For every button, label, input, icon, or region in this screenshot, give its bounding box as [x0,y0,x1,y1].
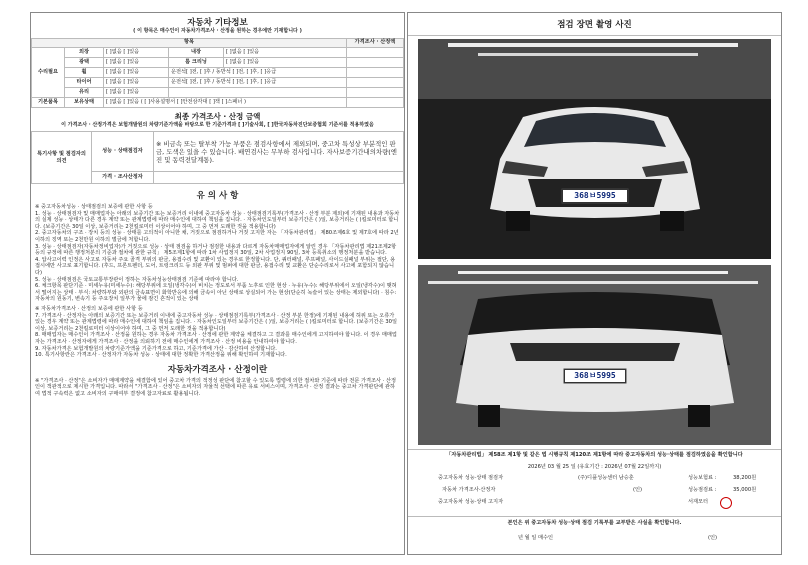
group-repair-label: 수리필요 [32,47,65,97]
repair-table [31,38,404,108]
record-right-panel [407,12,782,555]
notice-title: 유 의 사 항 [196,191,239,202]
notice-item: 4. 압사고이력 인정은 사고로 자동차 주요 골격 부위의 판금, 용접수리 및 교환이 있는 경우로 한정합니다. 단, 쿼터패널, 루프패널, 사이드실패널 부위는 절단, 용접시에만 사고로 표기합니다. (후드, 프론트펜더, 도어, 트렁크리드 등 외판 부위 및 범퍼에 대한 판금, 용접수리 및 교환은 단순수리로서 사고에 포함되지 않습니다) [35,256,396,277]
photo-section-title: 점검 장면 촬영 사진 [557,20,632,30]
notice-item: 6. 체크항목 판단기준 · 미세누유(미세누수): 해당부위에 오일(냉각수)이 비치는 정도로서 부품 노후로 인한 현상 · 누유(누수): 해당부위에서 오일(냉각수)이 맺혀서 떨어지는 상태 · 부식: 차량하부와 외판의 금속표면이 화학반응에 의해 금속이 아닌 상태로 상실되어 가는 현상(단순히 녹슬어 있는 상태는 제외합니다) · 침수: 자동차의 원동기, 변속기 등 주요장치 일부가 물에 잠긴 흔적이 있는 상태 [35,283,397,303]
signer-name: 서재모터 [688,499,709,505]
fee-value: 38,200원 [733,475,757,481]
inspection-photo-rear [418,265,771,445]
price-cell [347,87,404,97]
row-value: 운전석[ ]전, [ ]후 / 동반석 [ ]전, [ ]후, [ ]응급 [169,77,347,87]
confirmation-statement: 「자동차관리법」 제58조 제1항 및 같은 법 시행규칙 제120조 제1항에 따라 중고자동차의 성능·상태를 점검하였음을 확인합니다 [446,452,743,458]
row-label: 내장 [169,47,224,57]
notice-item: 10. 특기사항란은 가격조사 · 산정자가 자동차 성능 · 상태에 대한 정확한 가격산정을 위해 확인하여 기재합니다. [35,352,287,359]
price-title: 최종 가격조사 · 산정 금액 [174,111,261,121]
inspection-date: 2026년 03 월 25 일 (유효기간 : 2026년 07월 22일까지) [527,464,662,470]
price-note: 이 가격조사 · 산정가격은 보험개발원의 차량기준가액을 바탕으로 한 기준가격과 [ ]기술사회, [ ]한국자동차진단보증협회 기준서를 적용하였음 [61,121,374,128]
divider [408,516,781,517]
divider [408,35,781,36]
signer-role: 중고자동차 성능·상태 점검자 [438,475,504,481]
price-cell [347,67,404,77]
notice-subtitle: ※ 자동차가격조사 · 산정의 보증에 관한 사항 등 [35,306,143,312]
signature-block [428,475,771,511]
other-info-subtitle: ( 이 항목은 매수인이 자동차가격조사 · 산정을 원하는 경우에만 기재합니다 ) [133,28,302,34]
basic-label: 기본품목 [32,97,65,107]
notice-subtitle: ※ 중고자동차성능 · 상태점검의 보증에 관한 사항 등 [35,204,153,211]
basic-value: [ ]없음 [ ]있음 ( [ ]사용설명서 [ ]안전삼각대 [ ]잭 [ ]스패너 ) [104,97,347,107]
row-value: [ ]없음 [ ]있음 [104,57,169,67]
price-cell [347,47,404,57]
receipt-date: 년 월 일 매수인 [518,535,554,541]
signature-row [428,499,771,511]
row-value: [ ]없음 [ ]있음 [224,47,347,57]
receipt-statement: 본인은 위 중고자동차 성능·상태 점검 기록부를 교부받은 사실을 확인합니다. [507,520,682,526]
row-value: 운전석[ ]전, [ ]후 / 동반석 [ ]전, [ ]후, [ ]응급 [169,67,347,77]
record-left-panel [30,12,405,555]
fee-label: 성능보험료 : [688,475,717,481]
notice-item: 5. 성능 · 상태점검은 국토교통부장관이 정하는 자동차성능상태점검 기준에 따라야 합니다. [35,276,239,283]
fee-label: 성능점검료 : [688,487,717,493]
header-price: 가격조사 · 산정액 [347,38,404,47]
row-value: [ ]없음 [ ]있음 [104,67,169,77]
notice-section [31,204,404,359]
car-rear-photo [418,265,771,445]
notice-item: 1. 성능 · 상태점검자 및 매매업자는 아래의 보증기간 또는 보증거리 이내에 중고자동차 성능 · 상태점검기록부(가격조사 · 산정 부분 제외)에 기재된 내용과 자동차의 실제 성능 · 상태가 다른 경우 계약 또는 관계법령에 따라 매수인에 대하여 책임을 집니다. · 자동차인도일부터 보증기간은 ( )일, 보증거리는 ( )킬로미터로 합니다. (보증기간은 30일 이상, 보증거리는 2천킬로미터 이상이어야 하며, 그 중 먼저 도래한 것을 적용합니다) [35,210,400,230]
other-info-title: 자동차 기타정보 [187,18,248,28]
inspector-opinion: ※ 비금속 또는 탈부착 가능 부품은 점검사항에서 제외되며, 중고차 특성상 부분적인 판금, 도색은 있을 수 있습니다. 배연검사는 무부하 검사입니다. 자사보증기간내의차량(엔진 및 동력전달계통). [154,132,404,172]
divider [408,449,781,450]
inspector-row2-label: 가격 · 조사산정자 [92,172,154,184]
price-cell [347,97,404,107]
about-title: 자동차가격조사 · 산정이란 [167,364,268,375]
notice-item: 7. 가격조사 · 산정자는 아래의 보증기간 또는 보증거리 이내에 중고자동차 성능 · 상태점검기록부(가격조사 · 산정 부분 한정)에 기재된 내용에 허위 또는 오류가 있는 경우 계약 또는 관계법령에 따라 매수인에 대하여 책임을 집니다. · 자동차인도일부터 보증기간은 ( )일, 보증거리는 ( )킬로미터로 합니다. (보증기간은 30일 이상, 보증거리는 2천킬로미터 이상이어야 하며, 그 중 먼저 도래한 것을 적용합니다) [35,312,397,332]
row-value: [ ]없음 [ ]있음 [104,77,169,87]
signature-row [428,487,771,499]
row-label: 타이어 [65,77,104,87]
basic-sub: 보유상태 [65,97,104,107]
fee-value: 35,000원 [733,487,757,493]
signature-row [428,475,771,487]
car-front-photo [418,39,771,259]
price-cell [347,57,404,67]
notice-item: 3. 성능 · 상태점검자(자동차정비업자)가 거짓으로 성능 · 상태 점검을 하거나 점검한 내용과 다르게 자동차매매업자에게 알린 경우 「자동차관리법 제21조제2항 등의 규정에 따른 행정처분의 기준과 절차에 관한 규칙」 제5조제1항에 따라 1차 사업정지 30일, 2차 사업정지 90일, 3차 등록취소의 행정처분을 받습니다. [35,243,397,257]
receipt-sign: (인) [708,535,718,541]
row-value: [ ]없음 [ ]있음 [104,87,169,97]
license-plate: 368ㅂ5995 [564,369,626,383]
notice-item: 9. 자동차가격은 보험개발원의 차량기준가액을 기준가격으로 하고, 기준가격에 가산 · 감산하여 산정합니다. [35,345,277,352]
inspector-row2-value [154,172,404,184]
row-value: [ ]없음 [ ]있음 [224,57,347,67]
signer-name: (주)디플성능센터 남승훈 [578,475,634,481]
signer-role: 자동차 가격조사·산정자 [442,487,496,493]
row-label: 룸 크리닝 [169,57,224,67]
row-value [169,87,347,97]
license-plate: 368ㅂ5995 [562,189,628,203]
signer-role: 중고자동차 성능·상태 고지자 [438,499,504,505]
row-label: 휠 [65,67,104,77]
row-label: 유리 [65,87,104,97]
header-item: 항목 [32,38,347,47]
signer-name: (인) [633,487,643,493]
inspector-row1-label: 성능 · 상태점검자 [92,132,154,172]
notice-item: 8. 매매업자는 매수인이 가격조사 · 산정을 원하는 경우 자동차 가격조사 · 산정에 관한 계약을 체결하고 그 결과를 매수인에게 고지하여야 합니다. 이 경우 매매업자는 가격조사 · 산정자에게 가격조사 · 산정을 의뢰하기 전에 매수인에게 가격조사 · 산정 비용을 안내하여야 합니다. [35,332,397,345]
about-text: ※ "가격조사 · 산정"은 소비자가 매매계약을 체결함에 있어 중고차 가격의 적정성 판단에 참고할 수 있도록 법령에 의한 절차와 기준에 따라 전문 가격조사 · 산정인이 객관적으로 제시한 가격입니다. 따라서 "가격조사 · 산정"은 소비자의 자율적 선택에 따른 유료 서비스이며, 가격조사 · 산정 결과는 중고차 가격판단에 관하여 법적 구속력은 없고 소비자의 구매여부 결정에 참고자료로 활용됩니다. [35,377,397,397]
row-label: 외장 [65,47,104,57]
row-value: [ ]없음 [ ]있음 [104,47,169,57]
price-cell [347,77,404,87]
inspection-photo-front [418,39,771,259]
inspector-label: 특기사항 및 점검자의 의견 [32,132,92,184]
stamp-icon [720,497,732,509]
notice-item: 2. 중고자동차의 구조 · 장치 등의 성능 · 상태를 고의적이 아니한 채, 거짓으로 점검하거나 거짓 고지한 자는 「자동차관리법」 제80조제6호 및 제7호에 따라 2년 이하의 징역 또는 2천만원 이하의 벌금에 처합니다. [35,230,399,244]
inspector-table [31,131,404,184]
row-label: 광택 [65,57,104,67]
